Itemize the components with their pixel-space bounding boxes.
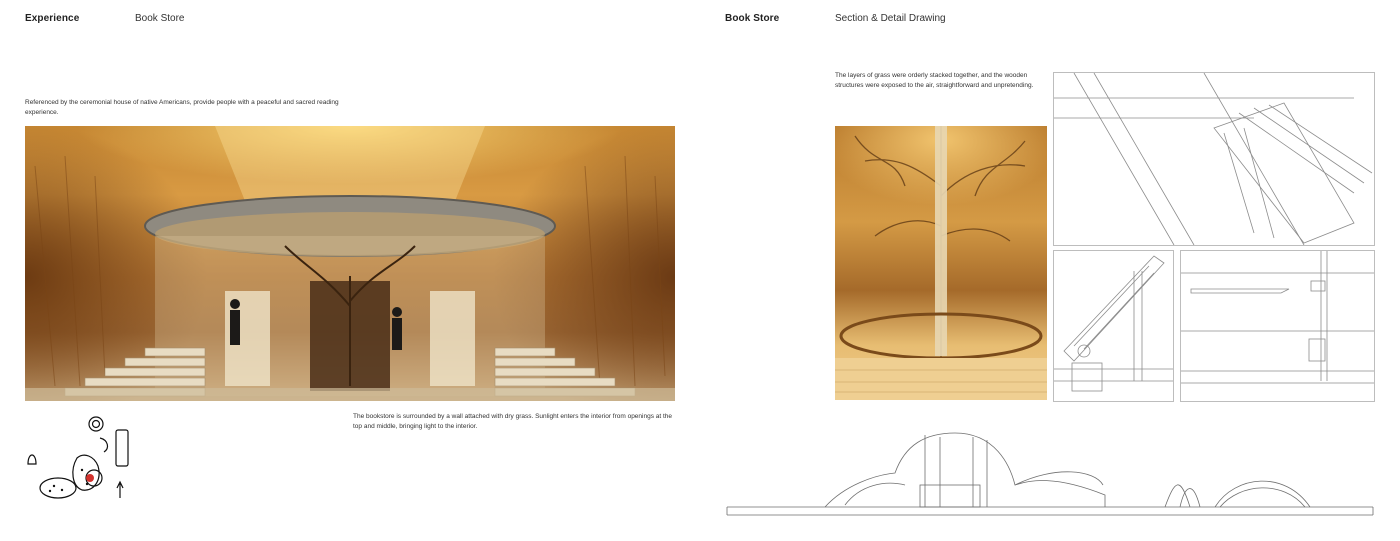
wall-section-linework [1054,251,1173,401]
bookstore-interior-rendering [25,126,675,401]
tree-illustration [835,126,1047,400]
page-title-right: Section & Detail Drawing [835,13,946,24]
site-plan-sketch [22,412,137,517]
ceiling-detail-linework [1181,251,1374,401]
interior-illustration [25,126,675,401]
page-title-left: Book Store [135,13,185,24]
section-elevation-linework [725,425,1375,520]
tree-interior-photo [835,126,1047,400]
roof-detail-linework [1054,73,1374,245]
detail-caption: The layers of grass were orderly stacked together, and the wooden structures were exposed to the air, straightforward and unpretending. [835,72,1034,89]
intro-text: Referenced by the ceremonial house of native Americans, provide people with a peaceful and sacred reading experience. [25,99,339,116]
section-elevation-drawing [725,425,1375,520]
section-label-right: Book Store [725,13,780,24]
roof-detail-drawing [1053,72,1375,246]
site-plan-drawing [22,412,137,517]
ceiling-detail-drawing [1180,250,1375,402]
wall-section-drawing [1053,250,1174,402]
section-label-left: Experience [25,13,80,24]
description-text: The bookstore is surrounded by a wall attached with dry grass. Sunlight enters the interior from openings at the top and middle, bringing light to the interior. [353,413,673,430]
